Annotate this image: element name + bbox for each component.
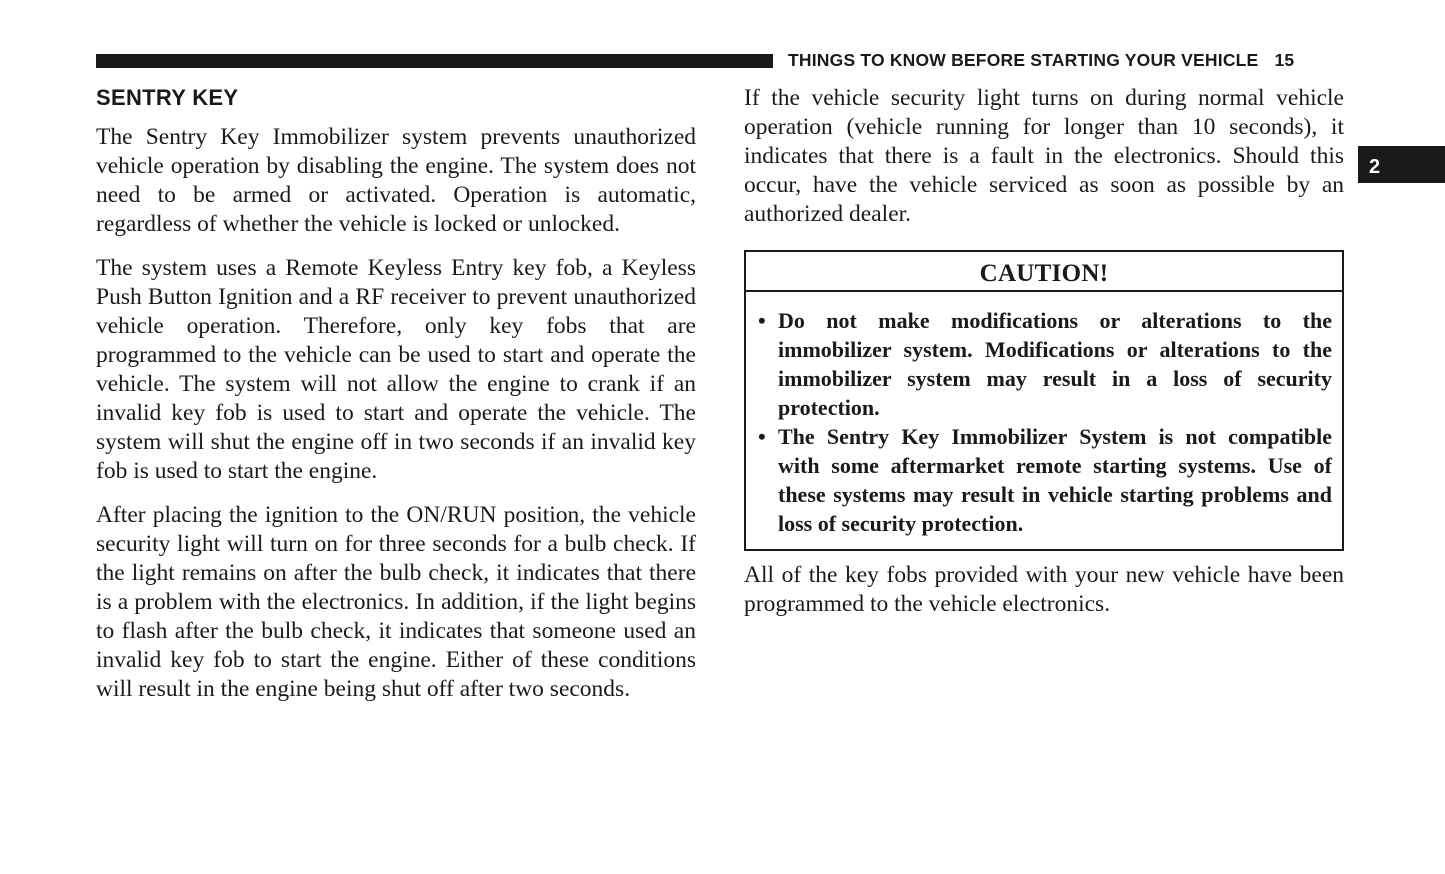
caution-item	[758, 422, 1332, 538]
caution-item	[758, 306, 1332, 422]
paragraph-intro: The Sentry Key Immobilizer system prevents unauthorized vehicle operation by disabling the engine. The system does not need to be armed or activated. Operation is automatic, regardless of whether the vehicle is locked or unlocked.	[96, 124, 696, 237]
right-column	[744, 82, 1344, 634]
bullet-icon: •	[758, 424, 766, 449]
paragraph-key-fobs: All of the key fobs provided with your new vehicle have been programmed to the vehicle electronics.	[744, 562, 1344, 617]
caution-list	[746, 292, 1342, 549]
section-title: SENTRY KEY	[96, 85, 239, 110]
caution-box	[744, 250, 1344, 551]
running-title: THINGS TO KNOW BEFORE STARTING YOUR VEHICLE	[788, 50, 1259, 70]
header-rule	[96, 54, 773, 68]
chapter-tab: 2	[1358, 146, 1445, 183]
paragraph-bulb-check: After placing the ignition to the ON/RUN position, the vehicle security light will turn on for three seconds for a bulb check. If the light remains on after the bulb check, it indicates that there is a problem with the electronics. In addition, if the light begins to flash after the bulb check, it indicates that someone used an invalid key fob to start the engine. Either of these conditions will result in the engine being shut off after two seconds.	[96, 502, 696, 702]
caution-item-text: Do not make modifications or alterations to the immobilizer system. Modifications or alterations to the immobilizer system may result in a loss of security protection.	[778, 308, 1332, 420]
left-column	[96, 82, 696, 719]
page-number: 15	[1274, 50, 1295, 70]
paragraph-fault: If the vehicle security light turns on during normal vehicle operation (vehicle running for longer than 10 seconds), it indicates that there is a fault in the electronics. Should this occur, have the vehicle serviced as soon as possible by an authorized dealer.	[744, 85, 1344, 227]
paragraph-system: The system uses a Remote Keyless Entry key fob, a Keyless Push Button Ignition and a RF receiver to prevent unauthorized vehicle operation. Therefore, only key fobs that are programmed to the vehicle can be used to start and operate the vehicle. The system will not allow the engine to crank if an invalid key fob is used to start and operate the vehicle. The system will shut the engine off in two seconds if an invalid key fob is used to start the engine.	[96, 255, 696, 484]
running-header	[788, 50, 1294, 71]
caution-title: CAUTION!	[746, 252, 1342, 292]
bullet-icon: •	[758, 308, 766, 333]
caution-item-text: The Sentry Key Immobilizer System is not compatible with some aftermarket remote starting systems. Use of these systems may result in vehicle starting problems and loss of security protection.	[778, 424, 1332, 536]
